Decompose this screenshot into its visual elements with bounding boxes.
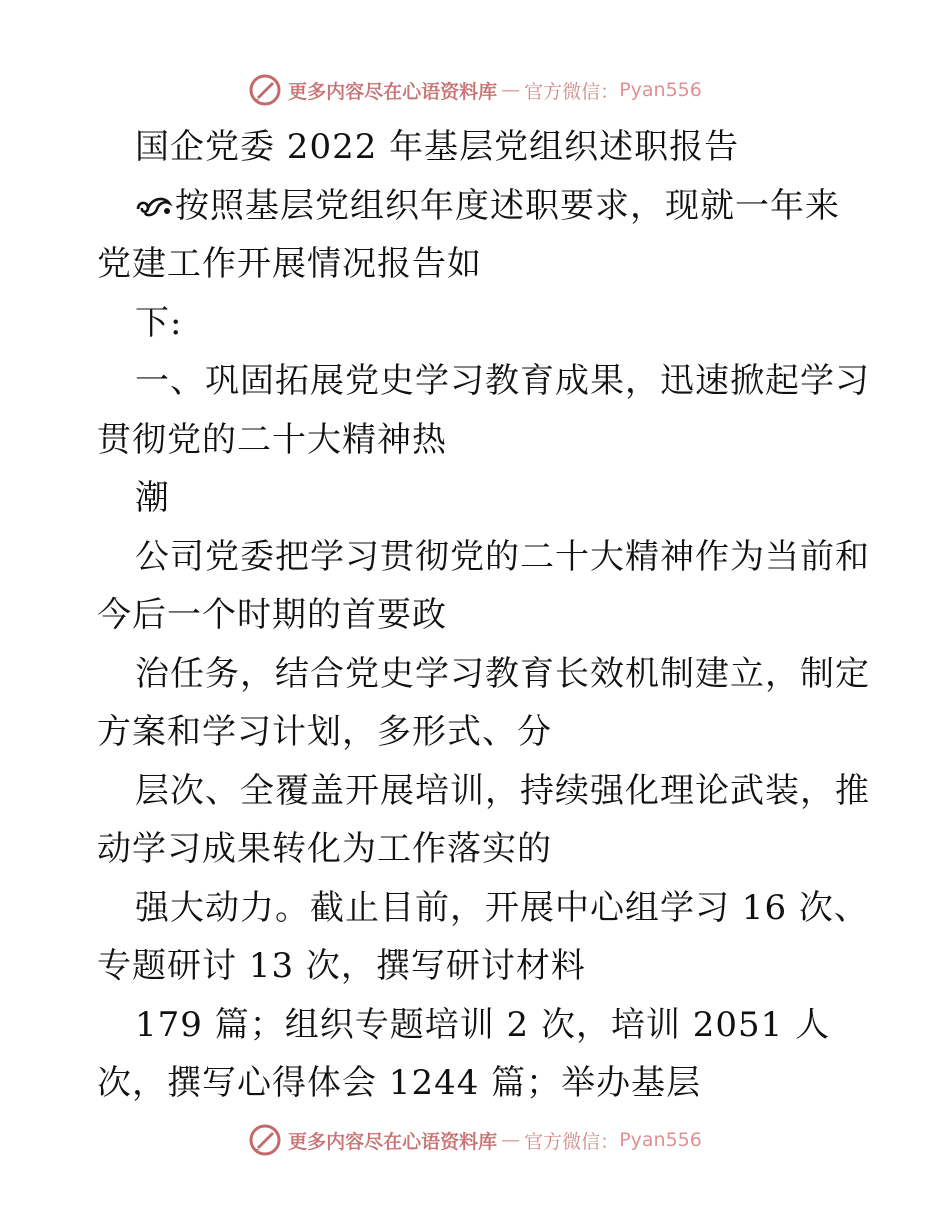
body-line: 动学习成果转化为工作落实的	[97, 829, 552, 869]
body-line-text: 按照基层党组织年度述职要求，现就一年来	[175, 186, 840, 226]
watermark-text: 更多内容尽在心语资料库	[288, 1130, 498, 1153]
body-line: 179 篇；组织专题培训 2 次，培训 2051 人	[135, 1005, 831, 1045]
watermark-sub: 官方微信：	[524, 80, 620, 103]
footer-watermark	[0, 1120, 950, 1160]
watermark-id: Pyan556	[619, 79, 702, 101]
body-line: 专题研讨 13 次，撰写研讨材料	[97, 946, 586, 986]
body-line: 治任务，结合党史学习教育长效机制建立，制定	[135, 654, 870, 694]
document-title: 国企党委 2022 年基层党组织述职报告	[135, 127, 740, 167]
body-line: 下:	[135, 303, 183, 343]
body-line: 贯彻党的二十大精神热	[97, 420, 447, 460]
body-line: 党建工作开展情况报告如	[97, 244, 482, 284]
watermark-id: Pyan556	[619, 1129, 702, 1151]
body-line: 公司党委把学习贯彻党的二十大精神作为当前和	[135, 537, 870, 577]
body-line: 潮	[135, 478, 170, 518]
section-heading: 一、巩固拓展党史学习教育成果，迅速掀起学习	[135, 361, 870, 401]
scroll-ornament-icon	[135, 191, 173, 221]
watermark-separator: —	[501, 79, 521, 101]
body-line: 次，撰写心得体会 1244 篇；举办基层	[97, 1063, 702, 1103]
body-line: 方案和学习计划，多形式、分	[97, 712, 552, 752]
watermark-sub: 官方微信：	[524, 1130, 620, 1153]
quill-logo-icon	[248, 1123, 282, 1157]
header-watermark	[0, 70, 950, 110]
body-line	[135, 186, 840, 226]
body-line: 层次、全覆盖开展培训，持续强化理论武装，推	[135, 771, 870, 811]
watermark-separator: —	[501, 1129, 521, 1151]
watermark-text: 更多内容尽在心语资料库	[288, 80, 498, 103]
quill-logo-icon	[248, 73, 282, 107]
body-line: 今后一个时期的首要政	[97, 595, 447, 635]
body-line: 强大动力。截止目前，开展中心组学习 16 次、	[135, 888, 869, 928]
